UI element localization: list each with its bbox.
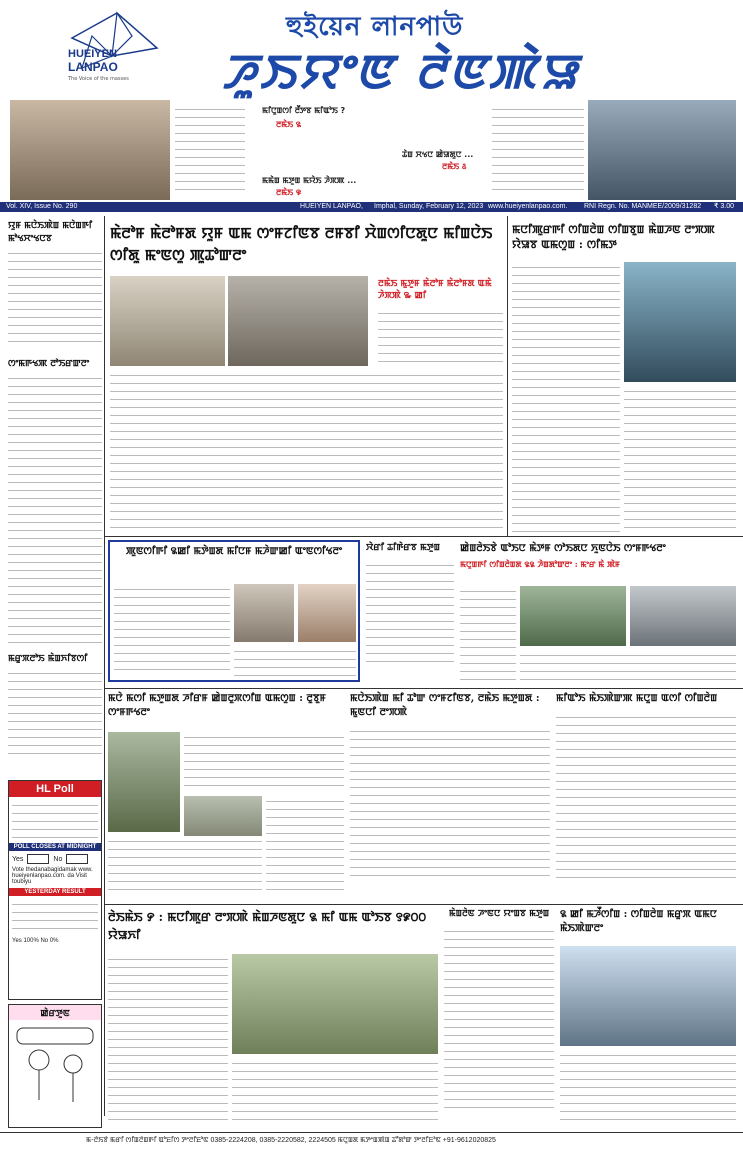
right-mid-text-2 — [520, 650, 736, 680]
right-top-headline[interactable]: ꯃꯅꯤꯄꯨꯔꯒꯤ ꯁꯤꯡꯂꯥꯡ ꯁꯤꯡꯕꯨꯡ ꯃꯥꯡꯍꯟ ꯂꯦꯞꯄ ꯌꯥꯎꯕ ꯑꯃꯁꯨꯡ : ꯁꯤꯃꯇ — [512, 223, 715, 251]
lead-photo-2 — [228, 276, 368, 366]
price: ₹ 3.00 — [714, 203, 735, 210]
right-mid-photo-2 — [630, 586, 736, 646]
poll-question — [12, 800, 98, 840]
bottom-right-text — [556, 712, 736, 882]
website[interactable]: www.hueiyenlanpao.com. — [488, 203, 568, 210]
bottom-mid-story — [350, 692, 550, 900]
bottom-right2-text — [560, 1050, 736, 1124]
footer-text: ꯃ-ꯂꯥꯏꯕꯥ ꯃꯔꯤ ꯁꯤꯡꯂꯥꯡꯒꯤ ꯑꯣꯐꯤꯁ ꯇꯦꯂꯤꯐꯣꯟ 0385-2224208, 0385-2220582, 2224505 ꯃꯅꯨꯡꯗ ꯃꯇꯦꯡꯄꯥꯡ ꯊꯧꯗꯣꯛ ꯇꯦꯂꯤꯐꯣꯟ +91-9612020825 — [86, 1137, 496, 1144]
lead-story-body — [110, 370, 503, 530]
mid-small-text — [366, 560, 454, 664]
right-mid-photo-1 — [520, 586, 626, 646]
bottom-right-story — [556, 692, 736, 900]
cartoon-drawing-icon — [9, 1020, 101, 1124]
mid-small-headline[interactable]: ꯋꯥꯔꯤ ꯊꯤꯒꯥꯔꯕ ꯃꯇꯨꯡ — [366, 543, 441, 553]
poll-result-question — [12, 899, 98, 935]
title-meitei: ꯍꯨꯏꯌꯦꯟ ꯂꯥꯟꯄꯥꯎ — [222, 44, 580, 100]
ear-photo-left — [10, 100, 170, 200]
bottom-right-headline[interactable]: ꯃꯤꯑꯣꯏ ꯃꯥꯏꯄꯥꯛꯄ ꯃꯅꯨꯡ ꯑꯁꯤ ꯁꯤꯡꯂꯥꯡ — [556, 693, 718, 704]
bottom-left-photo-1 — [108, 732, 180, 832]
right-top-story — [512, 262, 620, 532]
ear-text-right — [492, 104, 584, 192]
bottom-right2-story — [560, 908, 736, 1128]
mid-box-photo-1 — [234, 584, 294, 642]
teaser-1[interactable]: ꯃꯤꯅꯨꯡꯁꯤ ꯂꯩꯇꯕ ꯃꯤꯑꯣꯏ ? — [262, 106, 346, 115]
teaser-2[interactable]: ꯊꯥꯡ ꯆꯠꯅ ꯀꯥꯎꯗꯨꯅ ... — [402, 150, 474, 159]
bottom-left-text-3 — [108, 836, 262, 896]
teaser-3[interactable]: ꯃꯃꯥꯡ ꯃꯇꯨꯡ ꯃꯌꯥꯏ ꯍꯥꯞꯄ ... — [262, 176, 357, 185]
cartoon-title: ꯀꯥꯔꯇꯨꯟ — [9, 1005, 101, 1020]
teaser-2-page[interactable]: ꯂꯃꯥꯏ ꯴ — [442, 162, 467, 171]
left-column — [8, 218, 102, 778]
teaser-1-page[interactable]: ꯂꯃꯥꯏ ꯲ — [276, 120, 302, 129]
mid-box-headline[interactable]: ꯄꯨꯟꯁꯤꯒꯤ ꯲ꯀꯤ ꯃꯇꯥꯡꯗ ꯃꯤꯅꯝ ꯃꯍꯥꯛꯀꯤ ꯑꯦꯟꯁꯤꯠꯂꯦ — [126, 546, 342, 557]
right-mid-text — [460, 586, 516, 680]
ear-photo-right — [588, 100, 736, 200]
left-headline: ꯌꯨꯝ ꯃꯅꯥꯏꯄꯥꯡ ꯃꯅꯥꯡꯒꯤ ꯃꯣꯠꯆꯦꯠꯅꯕ — [8, 221, 93, 244]
bottom-left-text-2 — [266, 796, 344, 896]
mid-box — [108, 540, 360, 682]
lead-text-right — [378, 308, 503, 366]
column-rule — [104, 216, 105, 1116]
mid-box-text — [114, 584, 230, 676]
footer-rule — [0, 1132, 743, 1133]
bottom-right2-headline[interactable]: ꯲ ꯀꯤ ꯃꯍꯩꯁꯤꯡ : ꯁꯤꯡꯂꯥꯡ ꯃꯔꯨꯞ ꯑꯃꯅ ꯃꯥꯏꯄꯥꯛꯂꯦ — [560, 909, 717, 934]
bottom-left-story — [108, 692, 344, 900]
poll-no-label: No — [53, 855, 63, 863]
bottom-left-text — [184, 732, 344, 792]
column-rule-right — [507, 216, 508, 536]
teaser-3-page[interactable]: ꯂꯃꯥꯏ ꯶ — [276, 188, 302, 197]
lead-headline[interactable]: ꯃꯥꯂꯣꯝ ꯃꯥꯂꯣꯝꯗ ꯌꯨꯝ ꯑꯃ ꯁꯦꯝꯖꯤꯟꯕ ꯂꯝꯕꯤ ꯆꯥꯡꯁꯤꯅꯗꯨꯅ ꯃꯤꯡꯅꯥꯏ ꯁꯤꯗꯨ ꯃꯦꯟꯁꯨ ꯄꯨꯊꯣꯛꯂꯦ — [110, 224, 493, 264]
bottom-mid2-headline[interactable]: ꯃꯥꯡꯂꯥꯟ ꯍꯦꯟꯅ ꯌꯦꯡꯕ ꯃꯇꯨꯡ — [448, 909, 550, 919]
poll-vote-text: Vote thedanabagidamak www. hueiyenlanpao.com. da Visit toubiyu — [12, 867, 93, 885]
bottom-wide-text — [108, 954, 228, 1124]
mid-small-story — [366, 542, 454, 682]
lead-photo-1 — [110, 276, 225, 366]
left-headline-3: ꯃꯔꯨꯞꯂꯣꯏ ꯃꯥꯡꯈꯤꯕꯁꯤ — [8, 654, 88, 664]
logo-text-1: HUEIYEN — [68, 48, 117, 60]
poll-closes: POLL CLOSES AT MIDNIGHT — [9, 843, 101, 851]
right-mid-headline[interactable]: ꯀꯥꯡꯂꯥꯏꯕꯥ ꯑꯣꯏꯅ ꯃꯥꯇꯝ ꯁꯣꯏꯗꯅ ꯈꯨꯟꯅꯥꯏ ꯁꯦꯝꯒꯠꯂꯦ — [460, 543, 666, 554]
logo-tagline: The Voice of the masses — [68, 76, 129, 82]
info-bar — [0, 202, 743, 212]
rni-number: RNI Regn. No. MANMEE/2009/31282 — [584, 203, 702, 210]
poll-result-pct: Yes 100% No 0% — [12, 938, 59, 944]
left-story-3 — [8, 668, 102, 758]
mid-box-text-2 — [234, 646, 356, 676]
bottom-wide-text-2 — [232, 1058, 438, 1124]
bottom-left-headline[interactable]: ꯃꯅꯥ ꯃꯁꯤ ꯃꯇꯨꯡꯗ ꯍꯤꯔꯝ ꯀꯥꯡꯂꯨꯞꯁꯤꯡ ꯑꯃꯁꯨꯡ : ꯂꯨꯕꯨꯝ ꯁꯦꯝꯒꯠꯂꯦ — [108, 693, 326, 718]
bottom-mid-headline[interactable]: ꯃꯅꯥꯏꯄꯥꯡ ꯃꯤ ꯊꯣꯛ ꯁꯦꯝꯖꯤꯟꯕ, ꯂꯃꯥꯏ ꯃꯇꯨꯡꯗ : ꯃꯨꯟꯅꯤ ꯂꯦꯞꯄꯥ — [350, 693, 540, 718]
row-rule-2 — [104, 688, 743, 689]
bottom-mid2-story — [444, 908, 554, 1128]
poll-title: HL Poll — [9, 781, 101, 797]
volume-issue: Vol. XIV, Issue No. 290 — [6, 203, 78, 210]
teasers — [262, 104, 482, 200]
right-top-photo — [624, 262, 736, 382]
issue-date: Imphal, Sunday, February 12, 2023 — [374, 203, 484, 210]
right-mid-story — [460, 542, 736, 682]
poll-yes-label: Yes — [12, 855, 24, 863]
masthead — [0, 0, 743, 100]
poll-yes-box[interactable] — [27, 854, 49, 864]
right-top-story-2 — [624, 386, 736, 532]
logo-text-2: LANPAO — [68, 60, 118, 74]
left-story-1 — [8, 248, 102, 348]
mid-box-photo-2 — [298, 584, 356, 642]
ear-text-left — [175, 104, 245, 194]
bottom-mid2-text — [444, 926, 554, 1108]
left-headline-2: ꯁꯦꯃꯒꯠꯄ ꯂꯣꯏꯔꯛꯂꯦ — [8, 359, 90, 369]
lead-subheadline: ꯂꯃꯥꯏ ꯃꯨꯇꯨꯝ ꯃꯥꯂꯣꯝ ꯃꯥꯂꯣꯝꯗ ꯑꯃꯥ ꯍꯥꯞꯄꯥ ꯳ ꯀꯤ — [378, 279, 492, 301]
bottom-wide-photo — [232, 954, 438, 1054]
poll-result-title: YESTERDAY RESULT — [9, 888, 101, 896]
paper-name: HUEIYEN LANPAO, — [300, 203, 363, 210]
left-story-2 — [8, 373, 102, 643]
row-rule-3 — [104, 904, 743, 905]
title-bengali: হুইয়েন লানপাউ — [286, 12, 464, 42]
logo — [62, 8, 160, 94]
cartoon-box — [8, 1004, 102, 1128]
poll-options — [12, 854, 98, 864]
bottom-wide-headline[interactable]: ꯂꯥꯏꯃꯥꯏ ꯸ : ꯃꯅꯤꯄꯨꯔ ꯂꯦꯞꯄꯥ ꯃꯥꯡꯍꯟꯗꯨꯅ ꯲ ꯃꯤ ꯑꯃ ꯑꯣꯏꯕ ꯱꯹꯰꯰ ꯌꯥꯎꯈꯤ — [108, 910, 427, 942]
bottom-wide-story — [108, 908, 438, 1128]
bottom-right2-photo — [560, 946, 736, 1046]
poll-box — [8, 780, 102, 1000]
poll-no-box[interactable] — [66, 854, 88, 864]
bottom-mid-text — [350, 726, 550, 876]
right-mid-subheadline: ꯃꯅꯨꯡꯒꯤ ꯁꯤꯡꯂꯥꯡꯗ ꯲꯲ ꯍꯥꯡꯗꯣꯛꯂꯦ : ꯃꯦꯔ ꯃꯥ ꯄꯥꯝ — [460, 559, 620, 569]
row-rule-1 — [104, 536, 743, 537]
